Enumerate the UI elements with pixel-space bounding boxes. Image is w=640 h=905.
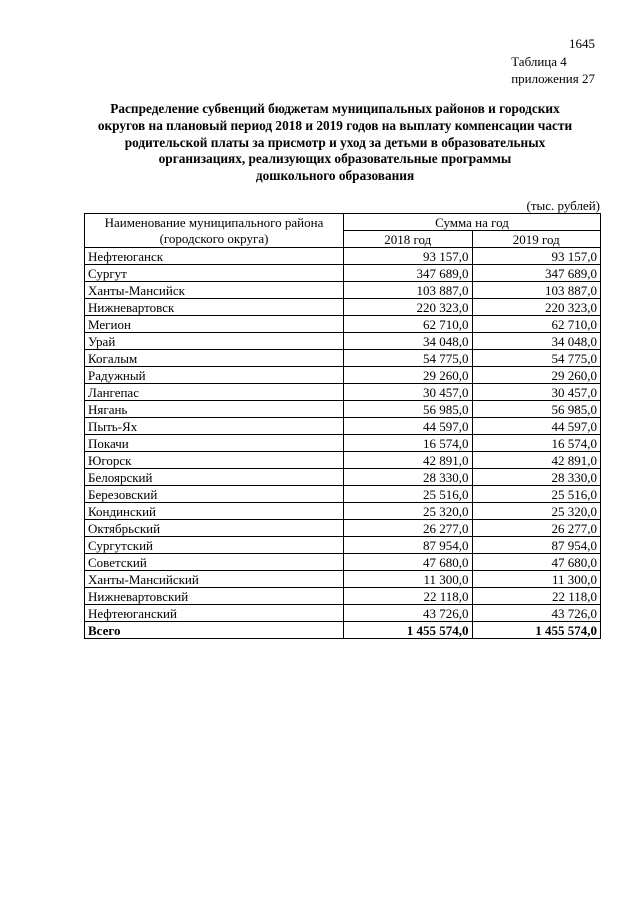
name-column-header bbox=[85, 214, 344, 248]
page-number: 1645 bbox=[569, 36, 595, 51]
amount-2018-cell: 47 680,0 bbox=[344, 554, 472, 571]
name-column-header-text bbox=[88, 215, 340, 247]
amount-2019-cell: 29 260,0 bbox=[472, 367, 601, 384]
document-title bbox=[82, 101, 588, 185]
table-header bbox=[85, 214, 601, 248]
municipality-name-cell: Советский bbox=[85, 554, 344, 571]
amount-2019-cell: 25 516,0 bbox=[472, 486, 601, 503]
amount-2019-cell: 26 277,0 bbox=[472, 520, 601, 537]
amount-2019-cell: 43 726,0 bbox=[472, 605, 601, 622]
table-row bbox=[85, 605, 601, 622]
municipality-name-cell: Березовский bbox=[85, 486, 344, 503]
total-row bbox=[85, 622, 601, 639]
total-2018-cell: 1 455 574,0 bbox=[344, 622, 472, 639]
amount-2018-cell: 87 954,0 bbox=[344, 537, 472, 554]
amount-2018-cell: 26 277,0 bbox=[344, 520, 472, 537]
amount-2018-cell: 22 118,0 bbox=[344, 588, 472, 605]
table-row bbox=[85, 333, 601, 350]
table-body bbox=[85, 248, 601, 639]
table-row bbox=[85, 469, 601, 486]
municipality-name-cell: Нижневартовский bbox=[85, 588, 344, 605]
table-row bbox=[85, 265, 601, 282]
table-row bbox=[85, 418, 601, 435]
table-row bbox=[85, 452, 601, 469]
amount-2018-cell: 11 300,0 bbox=[344, 571, 472, 588]
municipality-name-cell: Нефтеюганский bbox=[85, 605, 344, 622]
amount-2018-cell: 25 320,0 bbox=[344, 503, 472, 520]
municipality-name-cell: Лангепас bbox=[85, 384, 344, 401]
municipality-name-cell: Покачи bbox=[85, 435, 344, 452]
municipality-name-cell: Радужный bbox=[85, 367, 344, 384]
municipality-name-cell: Югорск bbox=[85, 452, 344, 469]
sum-column-header: Сумма на год bbox=[344, 214, 601, 231]
table-row bbox=[85, 367, 601, 384]
amount-2018-cell: 347 689,0 bbox=[344, 265, 472, 282]
subvention-table bbox=[84, 213, 601, 639]
total-2019-cell: 1 455 574,0 bbox=[472, 622, 601, 639]
amount-2018-cell: 62 710,0 bbox=[344, 316, 472, 333]
municipality-name-cell: Октябрьский bbox=[85, 520, 344, 537]
amount-2019-cell: 87 954,0 bbox=[472, 537, 601, 554]
amount-2019-cell: 25 320,0 bbox=[472, 503, 601, 520]
municipality-name-cell: Когалым bbox=[85, 350, 344, 367]
municipality-name-cell: Сургутский bbox=[85, 537, 344, 554]
municipality-name-cell: Сургут bbox=[85, 265, 344, 282]
table-row bbox=[85, 571, 601, 588]
unit-label: (тыс. рублей) bbox=[526, 198, 600, 213]
amount-2019-cell: 28 330,0 bbox=[472, 469, 601, 486]
amount-2018-cell: 220 323,0 bbox=[344, 299, 472, 316]
table-row bbox=[85, 486, 601, 503]
amount-2018-cell: 30 457,0 bbox=[344, 384, 472, 401]
amount-2018-cell: 34 048,0 bbox=[344, 333, 472, 350]
amount-2018-cell: 25 516,0 bbox=[344, 486, 472, 503]
title-line: организациях, реализующих образовательные программы bbox=[158, 151, 512, 167]
table-row bbox=[85, 401, 601, 418]
municipality-name-cell: Нягань bbox=[85, 401, 344, 418]
amount-2019-cell: 220 323,0 bbox=[472, 299, 601, 316]
amount-2019-cell: 30 457,0 bbox=[472, 384, 601, 401]
municipality-name-cell: Мегион bbox=[85, 316, 344, 333]
table-reference bbox=[511, 53, 595, 87]
municipality-name-cell: Нефтеюганск bbox=[85, 248, 344, 265]
amount-2018-cell: 93 157,0 bbox=[344, 248, 472, 265]
municipality-name-cell: Ханты-Мансийск bbox=[85, 282, 344, 299]
table-row bbox=[85, 520, 601, 537]
amount-2018-cell: 44 597,0 bbox=[344, 418, 472, 435]
amount-2019-cell: 54 775,0 bbox=[472, 350, 601, 367]
year-2018-header: 2018 год bbox=[344, 231, 472, 248]
amount-2019-cell: 11 300,0 bbox=[472, 571, 601, 588]
table-row bbox=[85, 282, 601, 299]
amount-2019-cell: 22 118,0 bbox=[472, 588, 601, 605]
table-row bbox=[85, 435, 601, 452]
table-row bbox=[85, 350, 601, 367]
amount-2018-cell: 54 775,0 bbox=[344, 350, 472, 367]
table-row bbox=[85, 299, 601, 316]
title-line: дошкольного образования bbox=[255, 168, 415, 184]
amount-2019-cell: 103 887,0 bbox=[472, 282, 601, 299]
amount-2018-cell: 28 330,0 bbox=[344, 469, 472, 486]
amount-2018-cell: 42 891,0 bbox=[344, 452, 472, 469]
municipality-name-cell: Ханты-Мансийский bbox=[85, 571, 344, 588]
title-line: родительской платы за присмотр и уход за детьми в образовательных bbox=[124, 134, 546, 150]
amount-2018-cell: 56 985,0 bbox=[344, 401, 472, 418]
amount-2019-cell: 44 597,0 bbox=[472, 418, 601, 435]
amount-2019-cell: 34 048,0 bbox=[472, 333, 601, 350]
table-row bbox=[85, 537, 601, 554]
amount-2018-cell: 16 574,0 bbox=[344, 435, 472, 452]
appendix-label: приложения 27 bbox=[511, 71, 595, 86]
amount-2019-cell: 16 574,0 bbox=[472, 435, 601, 452]
table-row bbox=[85, 384, 601, 401]
table-row bbox=[85, 503, 601, 520]
municipality-name-cell: Нижневартовск bbox=[85, 299, 344, 316]
amount-2019-cell: 62 710,0 bbox=[472, 316, 601, 333]
amount-2019-cell: 93 157,0 bbox=[472, 248, 601, 265]
municipality-name-cell: Белоярский bbox=[85, 469, 344, 486]
amount-2018-cell: 103 887,0 bbox=[344, 282, 472, 299]
amount-2019-cell: 42 891,0 bbox=[472, 452, 601, 469]
name-column-header-label: Наименование муниципального района (городского округа) bbox=[104, 214, 324, 246]
table-row bbox=[85, 588, 601, 605]
title-line: Распределение субвенций бюджетам муниципальных районов и городских bbox=[110, 101, 560, 116]
municipality-name-cell: Урай bbox=[85, 333, 344, 350]
amount-2019-cell: 347 689,0 bbox=[472, 265, 601, 282]
amount-2018-cell: 29 260,0 bbox=[344, 367, 472, 384]
municipality-name-cell: Пыть-Ях bbox=[85, 418, 344, 435]
title-line: округов на плановый период 2018 и 2019 годов на выплату компенсации части bbox=[97, 117, 573, 133]
year-2019-header: 2019 год bbox=[472, 231, 601, 248]
table-label: Таблица 4 bbox=[511, 54, 567, 69]
total-label-cell: Всего bbox=[85, 622, 344, 639]
table-row bbox=[85, 554, 601, 571]
table-row bbox=[85, 248, 601, 265]
amount-2019-cell: 56 985,0 bbox=[472, 401, 601, 418]
amount-2018-cell: 43 726,0 bbox=[344, 605, 472, 622]
amount-2019-cell: 47 680,0 bbox=[472, 554, 601, 571]
table-row bbox=[85, 316, 601, 333]
municipality-name-cell: Кондинский bbox=[85, 503, 344, 520]
